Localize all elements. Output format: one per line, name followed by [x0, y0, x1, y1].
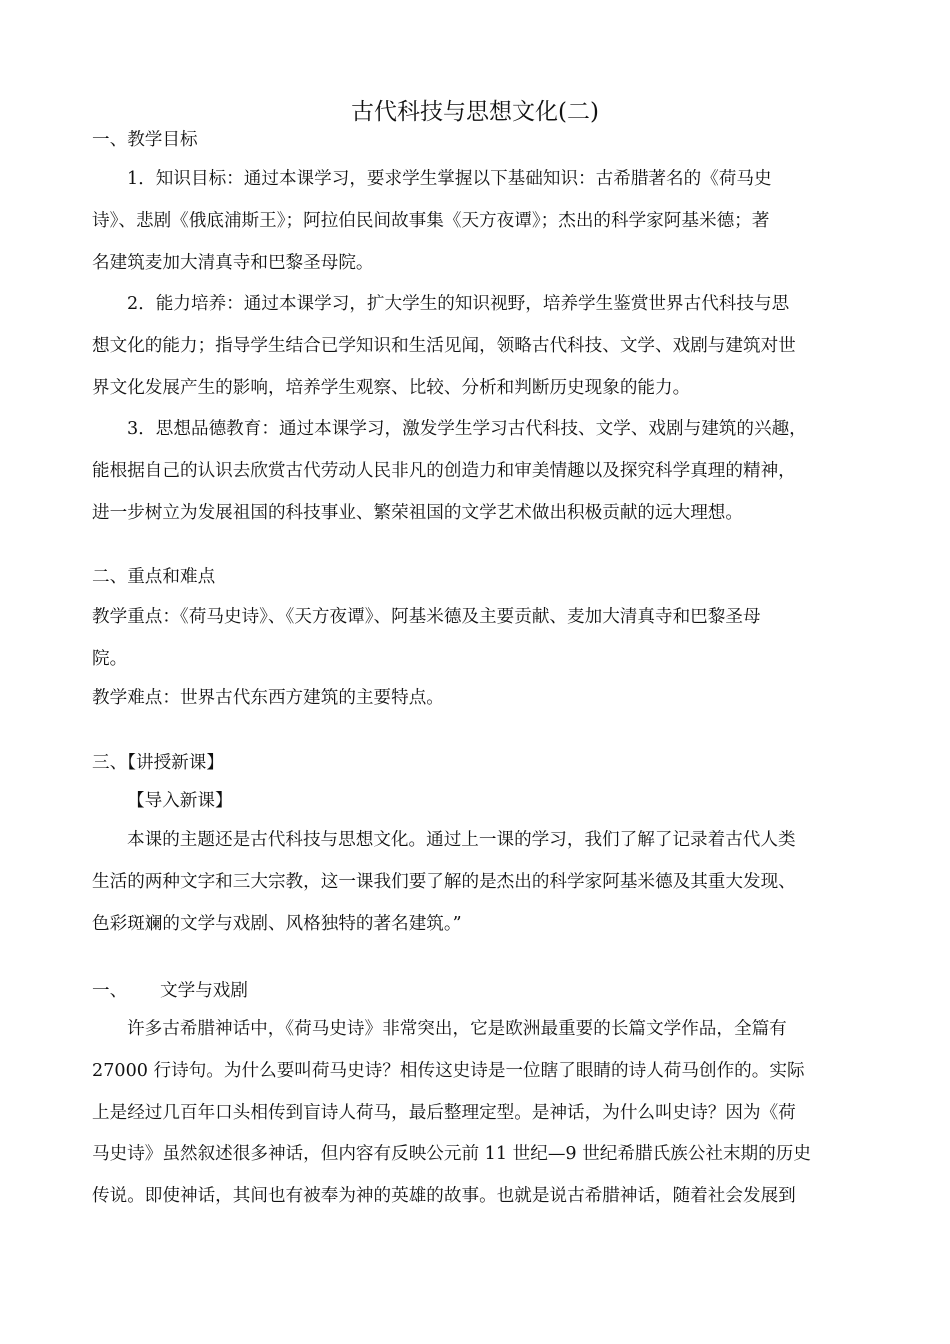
paragraph-line: 能根据自己的认识去欣赏古代劳动人民非凡的创造力和审美情趣以及探究科学真理的精神，: [92, 461, 796, 481]
paragraph-line: 1．知识目标：通过本课学习，要求学生掌握以下基础知识：古希腊著名的《荷马史: [127, 169, 772, 189]
paragraph-line: 想文化的能力；指导学生结合已学知识和生活见闻，领略古代科技、文学、戏剧与建筑对世: [92, 336, 796, 356]
paragraph-line: 27000 行诗句。为什么要叫荷马史诗？相传这史诗是一位瞎了眼睛的诗人荷马创作的。实际: [92, 1061, 805, 1081]
paragraph-line: 生活的两种文字和三大宗教，这一课我们要了解的是杰出的科学家阿基米德及其重大发现、: [92, 872, 796, 892]
paragraph-line: 许多古希腊神话中，《荷马史诗》非常突出，它是欧洲最重要的长篇文学作品，全篇有: [127, 1019, 787, 1039]
paragraph-line: 3．思想品德教育：通过本课学习，激发学生学习古代科技、文学、戏剧与建筑的兴趣，: [127, 419, 807, 439]
section-title: 文学与戏剧: [160, 981, 248, 1001]
paragraph-line: 2．能力培养：通过本课学习，扩大学生的知识视野，培养学生鉴赏世界古代科技与思: [127, 294, 790, 314]
section-heading-new-lesson: 三、【讲授新课】: [92, 753, 224, 773]
section-heading-key-points: 二、重点和难点: [92, 567, 216, 587]
section-number: 一、: [92, 981, 128, 1001]
paragraph-line: 上是经过几百年口头相传到盲诗人荷马，最后整理定型。是神话，为什么叫史诗？因为《荷: [92, 1103, 796, 1123]
paragraph-line: 诗》、悲剧《俄底浦斯王》；阿拉伯民间故事集《天方夜谭》；杰出的科学家阿基米德；著: [92, 211, 770, 231]
paragraph-line: 院。: [92, 649, 128, 669]
paragraph-line: 名建筑麦加大清真寺和巴黎圣母院。: [92, 253, 374, 273]
paragraph-line: 色彩斑斓的文学与戏剧、风格独特的著名建筑。”: [92, 914, 462, 934]
subheading-introduction: 【导入新课】: [127, 791, 233, 811]
paragraph-line: 马史诗》虽然叙述很多神话，但内容有反映公元前 11 世纪—9 世纪希腊氏族公社末期的历史: [92, 1144, 811, 1164]
paragraph-line: 进一步树立为发展祖国的科技事业、繁荣祖国的文学艺术做出积极贡献的远大理想。: [92, 503, 743, 523]
paragraph-line: 教学难点：世界古代东西方建筑的主要特点。: [92, 688, 444, 708]
paragraph-line: 界文化发展产生的影响，培养学生观察、比较、分析和判断历史现象的能力。: [92, 378, 691, 398]
section-heading-literature: [92, 979, 248, 1003]
paragraph-line: 传说。即使神话，其间也有被奉为神的英雄的故事。也就是说古希腊神话，随着社会发展到: [92, 1186, 796, 1206]
document-title: 古代科技与思想文化(二): [351, 99, 599, 125]
paragraph-line: 本课的主题还是古代科技与思想文化。通过上一课的学习，我们了解了记录着古代人类: [127, 830, 796, 850]
section-heading-objectives: 一、教学目标: [92, 130, 198, 150]
paragraph-line: 教学重点：《荷马史诗》、《天方夜谭》、阿基米德及主要贡献、麦加大清真寺和巴黎圣母: [92, 607, 761, 627]
